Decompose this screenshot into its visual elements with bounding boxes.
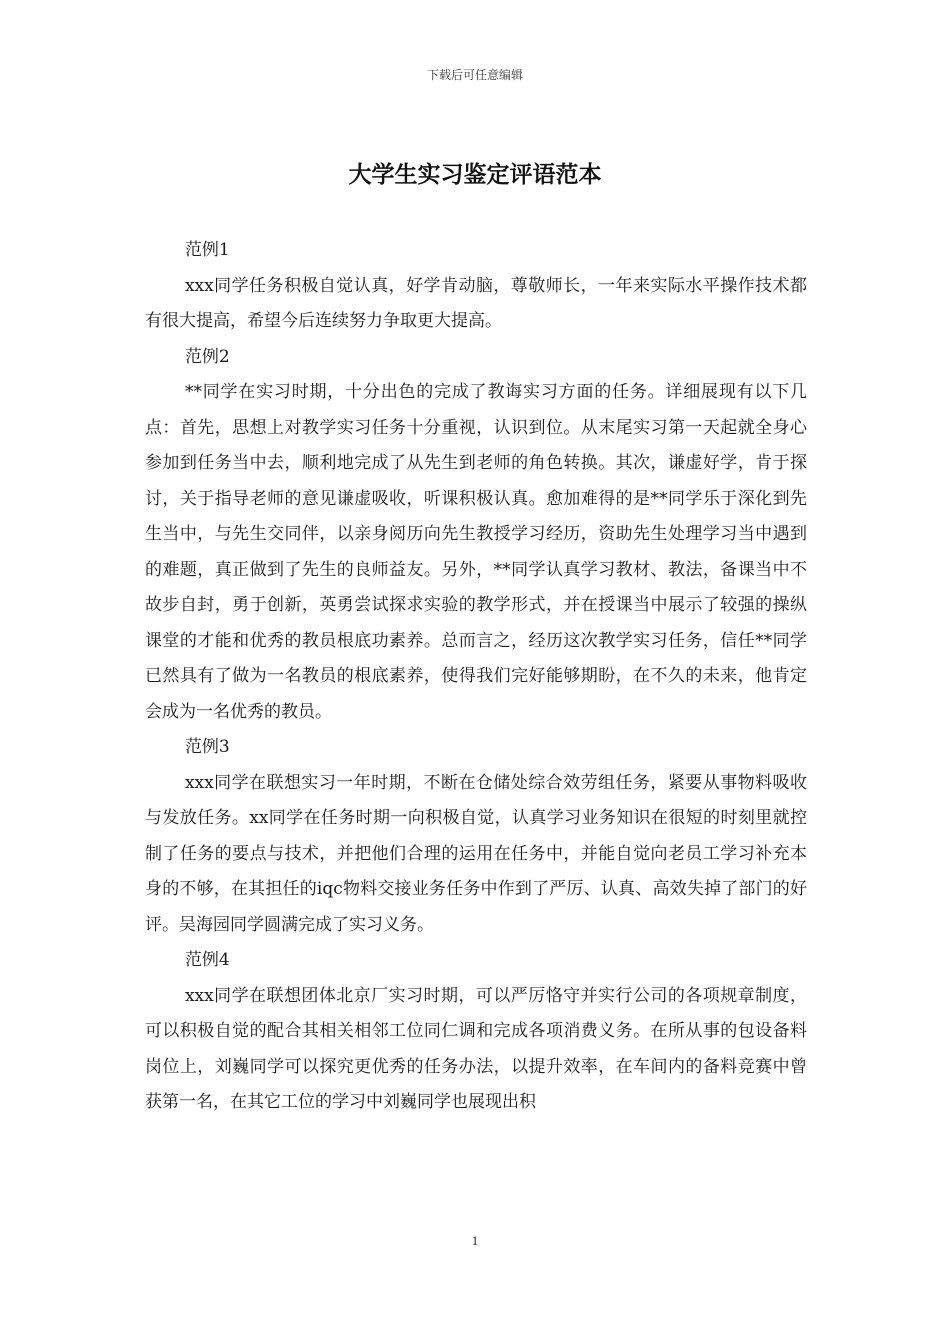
document-body — [145, 233, 807, 1121]
document-title: 大学生实习鉴定评语范本 — [348, 162, 602, 188]
paragraph: xxx同学在联想实习一年时期，不断在仓储处综合效劳组任务，紧要从事物料吸收与发放任务。xx同学在任务时期一向积极自觉，认真学习业务知识在很短的时刻里就控制了任务的要点与技术，并把他们合理的运用在任务中，并能自觉向老员工学习补充本身的不够，在其担任的iqc物料交接业务任务中作到了严厉、认真、高效失掉了部门的好评。吴海园同学圆满完成了实习义务。 — [145, 772, 807, 935]
example-heading: 范例1 — [184, 240, 230, 260]
paragraph: **同学在实习时期，十分出色的完成了教诲实习方面的任务。详细展现有以下几点：首先，思想上对教学实习任务十分重视，认识到位。从末尾实习第一天起就全身心参加到任务当中去，顺利地完成了从先生到老师的角色转换。其次，谦虚好学，肯于探讨，关于指导老师的意见谦虚吸收，听课积极认真。愈加难得的是**同学乐于深化到先生当中，与先生交同伴，以亲身阅历向先生教授学习经历，资助先生处理学习当中遇到的难题，真正做到了先生的良师益友。另外，**同学认真学习教材、教法，备课当中不故步自封，勇于创新，英勇尝试探求实验的教学形式，并在授课当中展示了较强的操纵课堂的才能和优秀的教员根底功素养。总而言之，经历这次教学实习任务，信任**同学已然具有了做为一名教员的根底素养，使得我们完好能够期盼，在不久的未来，他肯定会成为一名优秀的教员。 — [145, 382, 807, 722]
page-number: 1 — [471, 1233, 479, 1248]
example-heading: 范例2 — [184, 346, 230, 367]
paragraph: xxx同学在联想团体北京厂实习时期，可以严厉恪守并实行公司的各项规章制度，可以积极自觉的配合其相关相邻工位同仁调和完成各项消费义务。在所从事的包设备料岗位上，刘巍同学可以探究更优秀的任务办法，以提升效率，在车间内的备料竞赛中曾获第一名，在其它工位的学习中刘巍同学也展现出积 — [145, 985, 807, 1112]
example-heading: 范例4 — [184, 950, 230, 970]
example-heading: 范例3 — [184, 737, 230, 757]
paragraph: xxx同学任务积极自觉认真，好学肯动脑，尊敬师长，一年来实际水平操作技术都有很大提高，希望今后连续努力争取更大提高。 — [145, 275, 807, 331]
page-header-note: 下载后可任意编辑 — [426, 68, 523, 82]
